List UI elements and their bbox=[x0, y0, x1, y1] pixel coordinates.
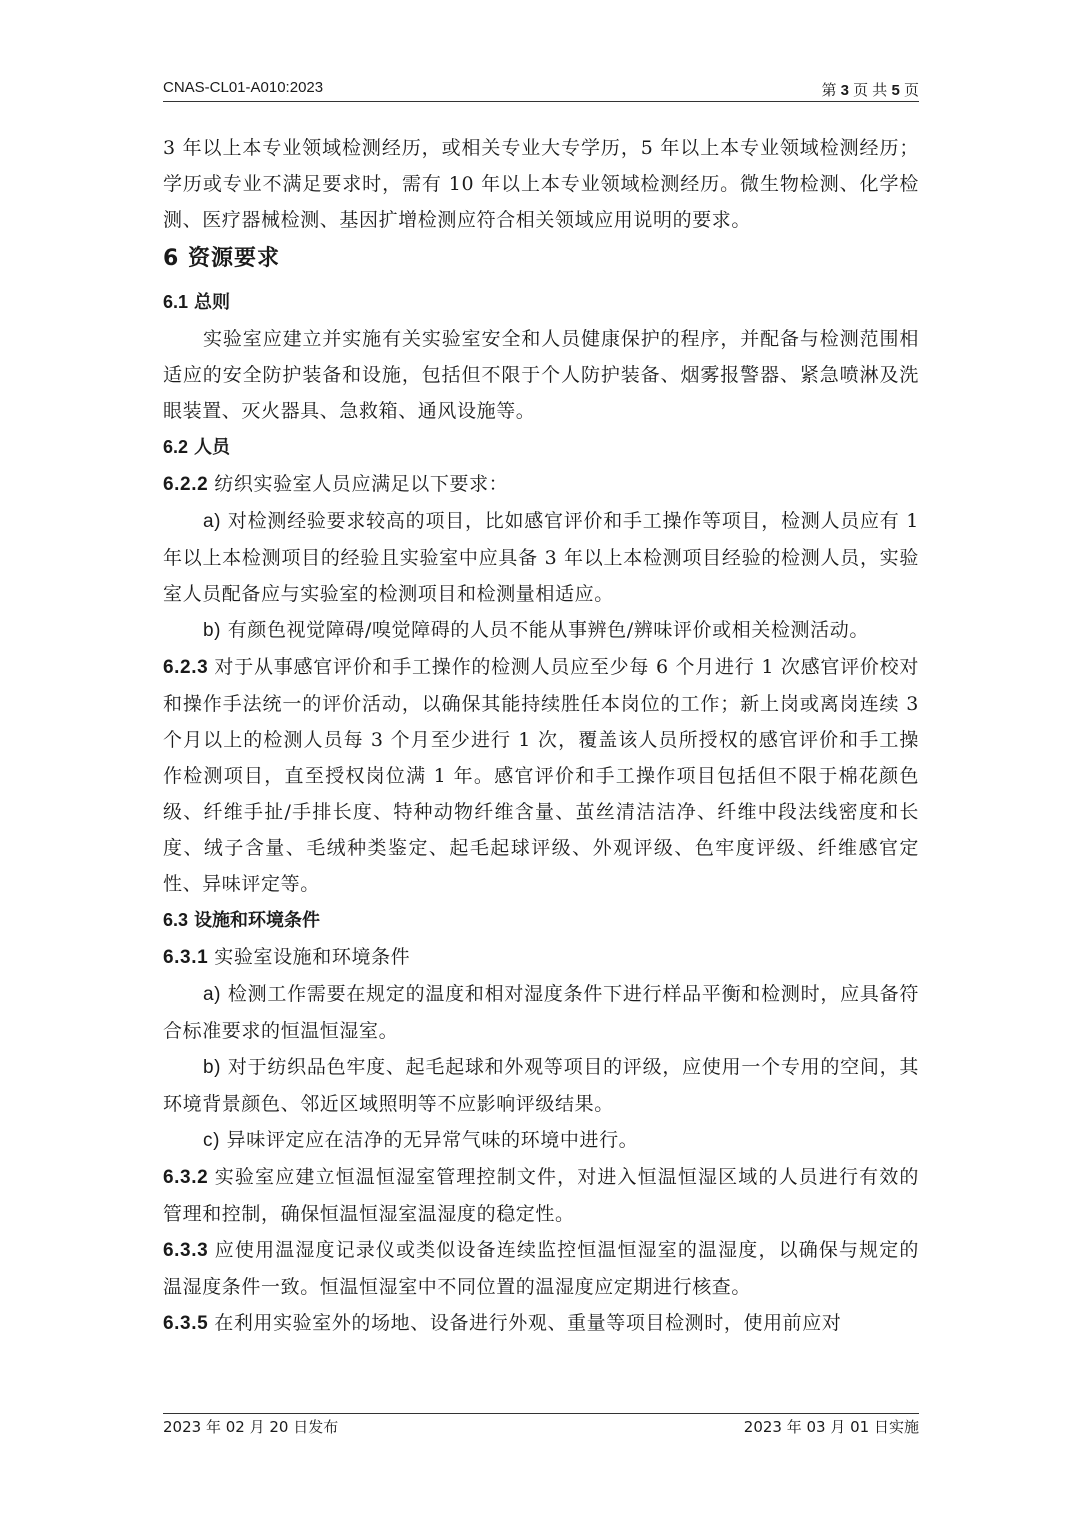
footer-divider bbox=[163, 1413, 919, 1414]
clause-text: 实验室设施和环境条件 bbox=[214, 946, 411, 968]
clause-number: 6.3.3 bbox=[163, 1240, 209, 1261]
item-text: 检测工作需要在规定的温度和相对湿度条件下进行样品平衡和检测时，应具备符合标准要求的恒温恒湿室。 bbox=[163, 983, 919, 1042]
section-6-3-heading bbox=[163, 902, 919, 939]
document-code: CNAS-CL01-A010:2023 bbox=[163, 79, 324, 96]
effective-date: 2023 年 03 月 01 日实施 bbox=[743, 1418, 919, 1436]
clause-6-2-2-item-a bbox=[163, 503, 919, 612]
page-footer bbox=[163, 1416, 919, 1438]
section-number: 6.1 bbox=[163, 292, 189, 312]
item-text: 异味评定应在洁净的无异常气味的环境中进行。 bbox=[226, 1129, 639, 1151]
clause-number: 6.3.1 bbox=[163, 947, 209, 968]
page-number bbox=[821, 79, 919, 100]
clause-6-3-3 bbox=[163, 1232, 919, 1305]
section-6-2-heading bbox=[163, 429, 919, 466]
section-title: 设施和环境条件 bbox=[194, 910, 321, 931]
section-6-1-heading bbox=[163, 284, 919, 321]
header-divider bbox=[163, 101, 919, 102]
clause-6-3-2 bbox=[163, 1159, 919, 1232]
section-6-1-paragraph: 实验室应建立并实施有关实验室安全和人员健康保护的程序，并配备与检测范围相适应的安全防护装备和设施，包括但不限于个人防护装备、烟雾报警器、紧急喷淋及洗眼装置、灭火器具、急救箱、通风设施等。 bbox=[163, 328, 919, 422]
page-prefix: 第 bbox=[821, 82, 841, 99]
document-body bbox=[163, 130, 919, 1342]
section-6-heading: 6 资源要求 bbox=[163, 246, 280, 271]
item-label: c) bbox=[203, 1130, 221, 1151]
item-text: 对于纺织品色牢度、起毛起球和外观等项目的评级，应使用一个专用的空间，其环境背景颜色、邻近区域照明等不应影响评级结果。 bbox=[163, 1056, 919, 1115]
section-title: 总则 bbox=[194, 292, 231, 313]
section-number: 6.3 bbox=[163, 910, 189, 930]
clause-text: 实验室应建立恒温恒湿室管理控制文件，对进入恒温恒湿区域的人员进行有效的管理和控制，确保恒温恒湿室温湿度的稳定性。 bbox=[163, 1166, 919, 1225]
clause-6-3-1 bbox=[163, 939, 919, 976]
clause-6-3-5 bbox=[163, 1305, 919, 1342]
section-title: 人员 bbox=[194, 437, 231, 458]
clause-number: 6.2.2 bbox=[163, 474, 209, 495]
clause-6-3-1-item-b bbox=[163, 1049, 919, 1122]
clause-number: 6.3.5 bbox=[163, 1313, 209, 1334]
page-header bbox=[163, 76, 919, 98]
clause-text: 对于从事感官评价和手工操作的检测人员应至少每 6 个月进行 1 次感官评价校对和操作手法统一的评价活动，以确保其能持续胜任本岗位的工作；新上岗或离岗连续 3 个月以上的检测人员每 3 个月至少进行 1 次，覆盖该人员所授权的感官评价和手工操作检测项目，直至授权岗位满 1 年。感官评价和手工操作项目包括但不限于棉花颜色级、纤维手扯/手排长度、特种动物纤维含量、茧丝清洁洁净、纤维中段法线密度和长度、绒子含量、毛绒种类鉴定、起毛起球评级、外观评级、色牢度评级、纤维感官定性、异味评定等。 bbox=[163, 656, 919, 895]
item-label: a) bbox=[203, 984, 222, 1005]
item-text: 对检测经验要求较高的项目，比如感官评价和手工操作等项目，检测人员应有 1 年以上本检测项目的经验且实验室中应具备 3 年以上本检测项目经验的检测人员，实验室人员配备应与实验室的检测项目和检测量相适应。 bbox=[163, 510, 919, 605]
clause-text: 在利用实验室外的场地、设备进行外观、重量等项目检测时，使用前应对 bbox=[214, 1312, 842, 1334]
intro-paragraph: 3 年以上本专业领域检测经历，或相关专业大专学历，5 年以上本专业领域检测经历；学历或专业不满足要求时，需有 10 年以上本专业领域检测经历。微生物检测、化学检测、医疗器械检测、基因扩增检测应符合相关领域应用说明的要求。 bbox=[163, 137, 919, 231]
issue-date: 2023 年 02 月 20 日发布 bbox=[163, 1418, 339, 1436]
clause-number: 6.2.3 bbox=[163, 657, 209, 678]
clause-6-2-2 bbox=[163, 466, 919, 503]
page-current: 3 bbox=[840, 82, 849, 99]
clause-6-2-3 bbox=[163, 649, 919, 902]
clause-6-2-2-item-b bbox=[163, 612, 919, 649]
page-total: 5 bbox=[891, 82, 900, 99]
clause-6-3-1-item-a bbox=[163, 976, 919, 1049]
item-text: 有颜色视觉障碍/嗅觉障碍的人员不能从事辨色/辨味评价或相关检测活动。 bbox=[227, 619, 869, 641]
clause-text: 应使用温湿度记录仪或类似设备连续监控恒温恒湿室的温湿度，以确保与规定的温湿度条件一致。恒温恒湿室中不同位置的温湿度应定期进行核查。 bbox=[163, 1239, 919, 1298]
page-mid: 页 共 bbox=[848, 82, 892, 99]
page-suffix: 页 bbox=[899, 82, 919, 99]
clause-text: 纺织实验室人员应满足以下要求： bbox=[214, 473, 509, 495]
item-label: a) bbox=[203, 511, 222, 532]
clause-number: 6.3.2 bbox=[163, 1167, 209, 1188]
clause-6-3-1-item-c bbox=[163, 1122, 919, 1159]
item-label: b) bbox=[203, 620, 222, 641]
section-number: 6.2 bbox=[163, 437, 189, 457]
item-label: b) bbox=[203, 1057, 222, 1078]
